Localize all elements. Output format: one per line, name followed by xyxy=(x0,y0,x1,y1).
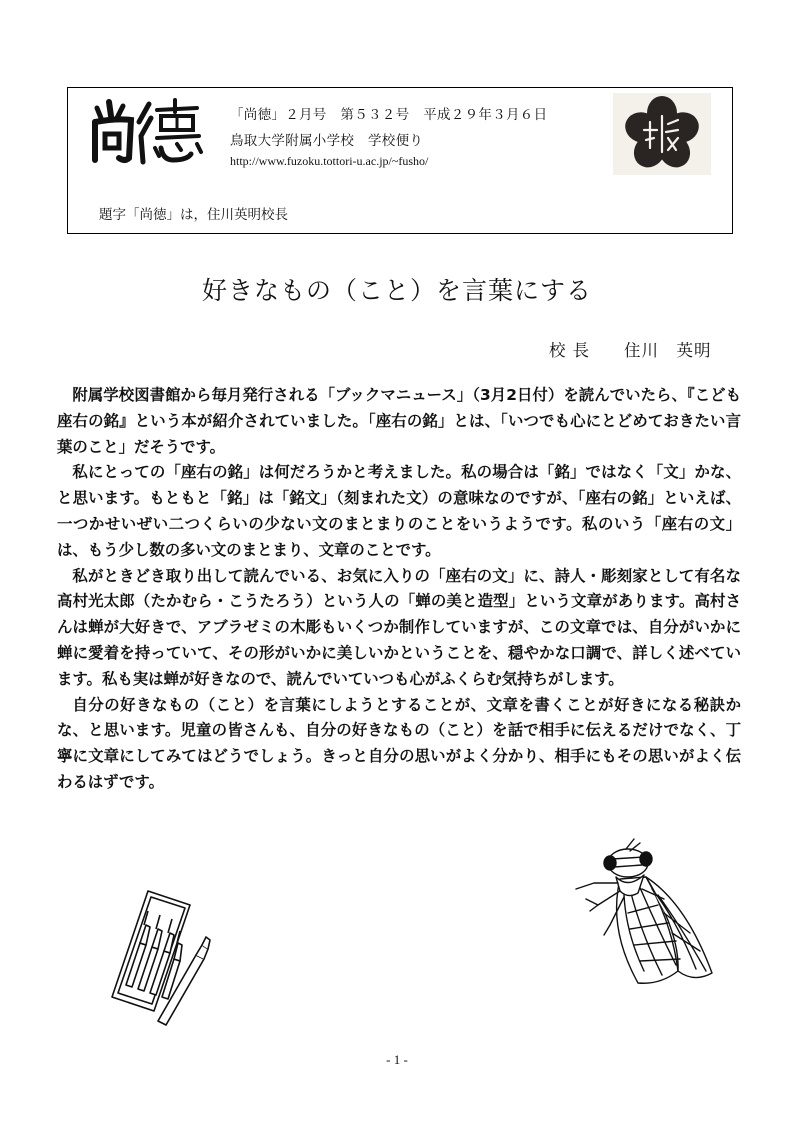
school-name: 鳥取大学附属小学校 学校便り xyxy=(230,133,424,149)
issue-info: 「尚徳」２月号 第５３２号 平成２９年３月６日 xyxy=(230,107,548,123)
article-title: 好きなもの（こと）を言葉にする xyxy=(201,276,592,305)
article-body xyxy=(57,383,741,796)
page-number: - 1 - xyxy=(386,1052,408,1067)
author-role: 校長 xyxy=(549,341,596,360)
body-paragraph: 私がときどき取り出して読んでいる、お気に入りの「座右の文」に、詩人・彫刻家として有名な高村光太郎（たかむら・こうたろう）という人の「蝉の美と造型」という文章があります。高村さんは蝉が大好きで、アブラゼミの木彫もいくつか制作していますが、この文章では、自分がいかに蝉に愛着を持っていて、その形がいかに美しいかということを、穏やかな口調で、詳しく述べています。私も実は蝉が好きなので、読んでいていつも心がふくらむ気持ちがします。 xyxy=(57,566,741,688)
school-emblem-icon xyxy=(613,93,711,175)
school-url[interactable]: http://www.fuzoku.tottori-u.ac.jp/~fusho/ xyxy=(230,154,429,168)
carving-chisels-icon xyxy=(98,885,220,1027)
newsletter-header xyxy=(67,87,733,234)
cicada-icon xyxy=(568,833,716,993)
body-paragraph: 自分の好きなもの（こと）を言葉にしようとすることが、文章を書くことが好きになる秘訣かな、と思います。児童の皆さんも、自分の好きなもの（こと）を話で相手に伝えるだけでなく、丁寧に文章にしてみてはどうでしょう。きっと自分の思いがよく分かり、相手にもその思いがよく伝わるはずです。 xyxy=(57,695,741,791)
author-byline xyxy=(549,337,712,361)
body-paragraph: 附属学校図書館から毎月発行される「ブックマニュース」（3月2日付）を読んでいたら、『こども座右の銘』という本が紹介されていました。「座右の銘」とは、「いつでも心にとどめておきたい言葉のこと」だそうです。 xyxy=(57,386,741,456)
shotoku-brush-logo xyxy=(87,96,205,168)
author-name: 住川 英明 xyxy=(624,341,712,360)
body-paragraph: 私にとっての「座右の銘」は何だろうかと考えました。私の場合は「銘」ではなく「文」かな、と思います。もともと「銘」は「銘文」（刻まれた文）の意味なのですが、「座右の銘」といえば、一つかせいぜい二つくらいの少ない文のまとまりのことをいうようです。私のいう「座右の文」は、もう少し数の多い文のまとまり、文章のことです。 xyxy=(57,463,741,559)
calligraphy-credit: 題字「尚徳」は，住川英明校長 xyxy=(99,207,288,223)
